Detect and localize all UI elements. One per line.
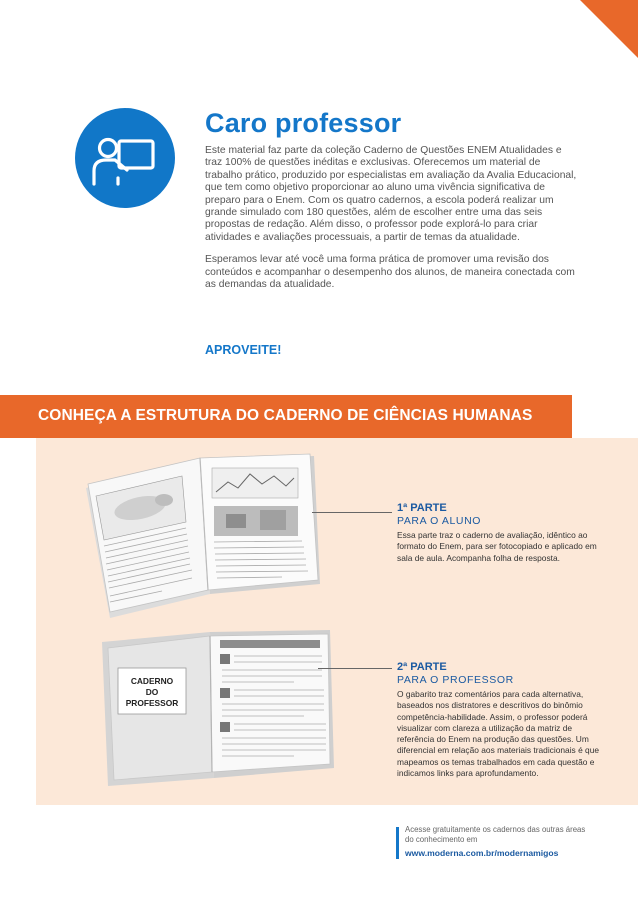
intro-text	[205, 145, 577, 301]
section-number: 1ª PARTE	[397, 502, 447, 514]
page-title: Caro professor	[205, 108, 402, 138]
intro-paragraph: Este material faz parte da coleção Caderno de Questões ENEM Atualidades e traz 100% de questões inéditas e exclusivas. Oferecemos um material de trabalho prático, produzido por especialistas em avaliação da Avalia Educacional, que tem como objetivo proporcionar ao aluno uma vivência significativa de preparo para o Enem. Com os quatro cadernos, a escola poderá realizar um grande simulado com 180 questões, além de escolher entre uma das seis propostas de redação. Além disso, o professor pode explorá-lo para criar atividades e avaliações processuais, a partir de temas da atualidade.	[205, 145, 577, 243]
intro-paragraph: Esperamos levar até você uma forma prática de promover uma revisão dos conteúdos e acompanhar o desempenho dos alunos, de maneira conectada com as demandas da atualidade.	[205, 254, 575, 291]
section-body: Essa parte traz o caderno de avaliação, idêntico ao formato do Enem, para ser fotocopiado e aplicado em sala de aula. Acompanha folha de resposta.	[397, 530, 597, 563]
teacher-board-icon	[75, 108, 175, 208]
teacher-book-cover-label: PROFESSOR	[125, 698, 179, 708]
corner-accent	[580, 0, 638, 58]
section-body: O gabarito traz comentários para cada alternativa, baseados nos distratores e descritivos do binômio competência-habilidade. Assim, o professor poderá visualizar com clareza a utilização da matriz de referência do Enem na produção das questões. Um diferencial em relação aos materiais tradicionais é que mapeamos os temas trabalhados em cada questão e indicamos links para aprofundamento.	[397, 689, 600, 779]
section-student	[397, 502, 607, 564]
teacher-book-cover-label: CADERNO	[130, 676, 174, 686]
student-notebook-illustration	[82, 448, 392, 620]
section-subtitle: PARA O PROFESSOR	[397, 674, 514, 686]
section-banner	[0, 395, 572, 438]
banner-title: CONHEÇA A ESTRUTURA DO CADERNO DE CIÊNCIAS HUMANAS	[38, 407, 533, 424]
teacher-notebook-illustration	[94, 628, 394, 788]
section-number: 2ª PARTE	[397, 661, 447, 673]
section-subtitle: PARA O ALUNO	[397, 515, 482, 527]
teacher-book-cover-label: DO	[145, 687, 159, 697]
footer-text: Acesse gratuitamente os cadernos das outras áreas do conhecimento em	[405, 825, 586, 844]
callout-line	[312, 512, 392, 513]
callout-line	[318, 668, 392, 669]
section-teacher	[397, 661, 607, 779]
call-to-action: APROVEITE!	[205, 343, 282, 357]
footer-accent-bar	[396, 827, 399, 859]
footer-link[interactable]: www.moderna.com.br/modernamigos	[405, 848, 559, 858]
